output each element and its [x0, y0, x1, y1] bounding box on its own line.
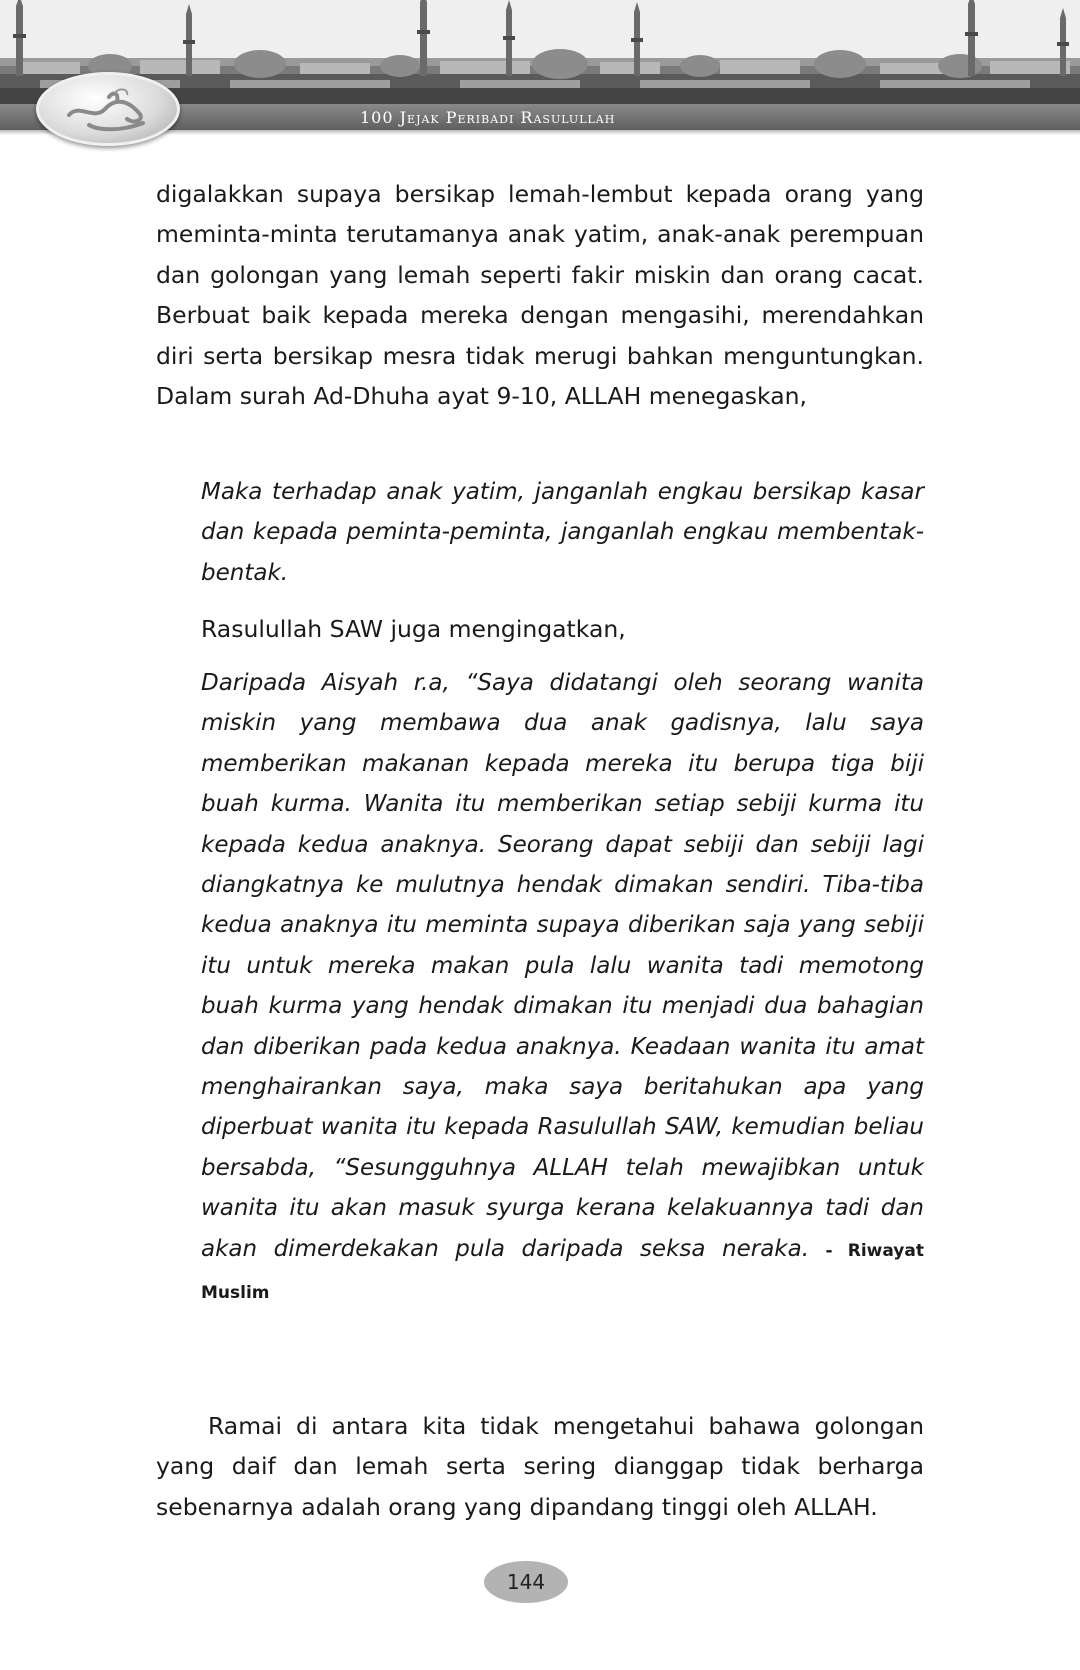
- hadith-intro: Rasulullah SAW juga mengingatkan,: [201, 615, 626, 643]
- muhammad-calligraphy-logo-icon: [36, 72, 180, 146]
- hadith-text: Daripada Aisyah r.a, “Saya didatangi oleh seorang wanita miskin yang membawa dua anak gadisnya, lalu saya memberikan makanan kepada mereka itu berupa tiga biji buah kurma. Wanita itu memberikan setiap sebiji kurma itu kepada kedua anaknya. Seorang dapat sebiji dan sebiji lagi diangkatnya ke mulutnya hendak dimakan sendiri. Tiba-tiba kedua anaknya itu meminta supaya diberikan saja yang sebiji itu untuk mereka makan pula lalu wanita tadi memotong buah kurma yang hendak dimakan itu menjadi dua bahagian dan diberikan pada kedua anaknya. Keadaan wanita itu amat menghairankan saya, maka saya beritahukan apa yang diperbuat wanita itu kepada Rasulullah SAW, kemudian beliau bersabda, “Sesungguhnya ALLAH telah mewajibkan untuk wanita itu akan masuk syurga kerana kelakuannya tadi dan akan dimerdekakan pula daripada seksa neraka.: [201, 670, 924, 1262]
- paragraph-1: digalakkan supaya bersikap lemah-lembut kepada orang yang meminta-minta terutamanya anak yatim, anak-anak perempuan dan golongan yang lemah seperti fakir miskin dan orang cacat. Berbuat baik kepada mereka dengan mengasihi, merendahkan diri serta bersikap mesra tidak merugi bahkan menguntungkan. Dalam surah Ad-Dhuha ayat 9-10, ALLAH menegaskan,: [156, 180, 924, 411]
- quran-quote: Maka terhadap anak yatim, janganlah engkau bersikap kasar dan kepada peminta-peminta, janganlah engkau membentak-bentak.: [201, 479, 924, 586]
- hadith-quote: [201, 663, 924, 1314]
- page-number: 144: [484, 1561, 568, 1603]
- hadith-source: - Riwayat Muslim: [201, 1240, 924, 1304]
- book-title: 100 Jejak Peribadi Rasulullah: [360, 108, 616, 127]
- paragraph-2: Ramai di antara kita tidak mengetahui bahawa golongan yang daif dan lemah serta sering dianggap tidak berharga sebenarnya adalah orang yang dipandang tinggi oleh ALLAH.: [156, 1412, 924, 1521]
